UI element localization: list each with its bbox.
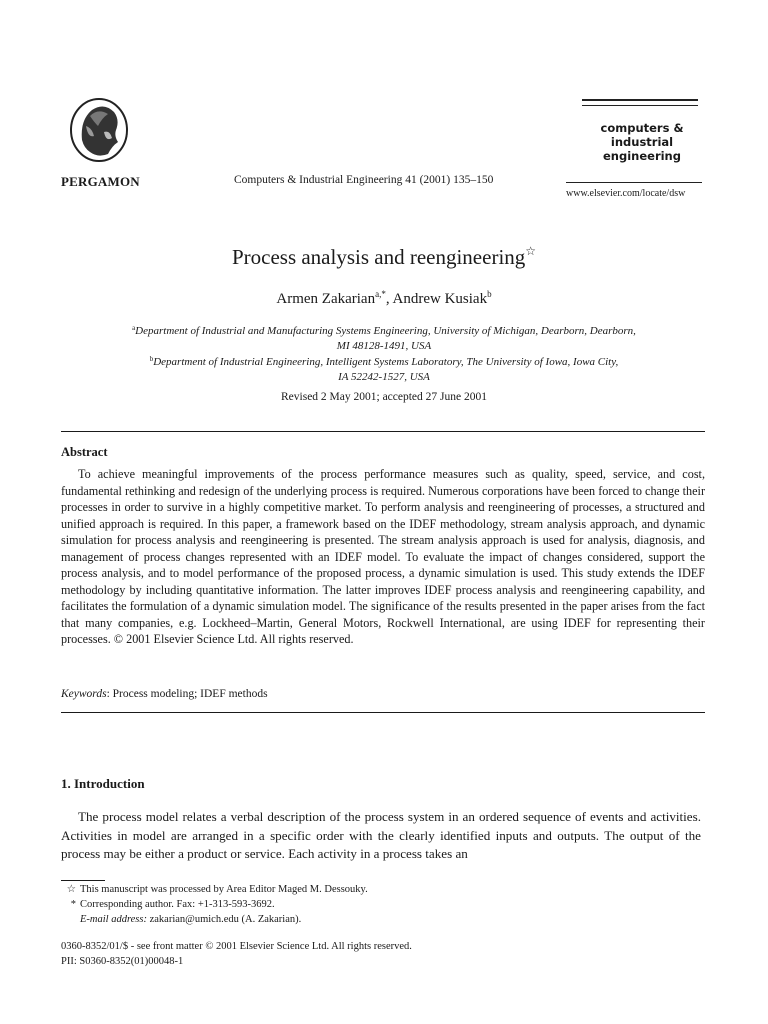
email-address[interactable]: zakarian@umich.edu (A. Zakarian). xyxy=(146,914,302,925)
footnote-text: This manuscript was processed by Area Editor Maged M. Dessouky. xyxy=(80,884,368,895)
journal-url[interactable]: www.elsevier.com/locate/dsw xyxy=(566,188,686,199)
brand-line: engineering xyxy=(603,149,681,163)
keywords-label: Keywords xyxy=(61,688,107,700)
title-footnote-mark[interactable]: ☆ xyxy=(525,244,537,258)
footnote-text: Corresponding author. Fax: +1-313-593-3692. xyxy=(80,899,275,910)
keywords xyxy=(61,688,268,700)
keywords-text: : Process modeling; IDEF methods xyxy=(106,688,268,700)
affiliation-mark: a xyxy=(132,324,136,332)
affiliation-text: Department of Industrial and Manufacturing Systems Engineering, University of Michigan, Dearborn, Dearborn, xyxy=(135,325,636,337)
journal-brand xyxy=(582,121,702,163)
revision-dates: Revised 2 May 2001; accepted 27 June 2001 xyxy=(281,391,487,403)
journal-citation: Computers & Industrial Engineering 41 (2001) 135–150 xyxy=(234,174,494,186)
brand-line: industrial xyxy=(610,135,674,149)
title-text: Process analysis and reengineering xyxy=(231,245,526,269)
author-separator: , xyxy=(385,291,393,307)
brand-rule xyxy=(582,99,698,101)
email-footnote xyxy=(61,913,301,927)
pii-line: PII: S0360-8352(01)00048-1 xyxy=(61,955,184,967)
abstract-heading: Abstract xyxy=(61,445,108,459)
publisher-name: PERGAMON xyxy=(61,174,140,189)
issn-block xyxy=(61,940,412,969)
email-label: E-mail address: xyxy=(80,914,147,925)
section-divider xyxy=(61,431,705,432)
abstract-text: To achieve meaningful improvements of the process performance measures such as quality, speed, service, and cost, fundamental rethinking and redesign of the underlying process is required. Numerous corporations have been forced to change their processes in order to survive in a highly competitive market. To perform analysis and reengineering of processes, a structured and unified approach is required. In this paper, a framework based on the IDEF methodology, stream analysis approach, and dynamic simulation for process analysis and reengineering is presented. The stream analysis approach is used for analysis, diagnosis, and management of process changes represented with an IDEF model. To evaluate the impact of changes considered, support the process analysis, and to model performance of the proposed process, a dynamic simulation is used. This study extends the IDEF methodology by including quantitative information. The latter improves IDEF process analysis and reengineering capability, and facilitates the formulation of a dynamic simulation model. The significance of the results presented in the paper arises from the fact that many companies, e.g. Lockheed–Martin, General Motors, Rockwell International, are using IDEF for representing their processes. © 2001 Elsevier Science Ltd. All rights reserved. xyxy=(61,467,705,646)
affiliation-text: IA 52242-1527, USA xyxy=(338,371,430,383)
copyright-line: 0360-8352/01/$ - see front matter © 2001 Elsevier Science Ltd. All rights reserved. xyxy=(61,941,412,952)
brand-rule xyxy=(582,105,698,106)
affiliation-text: Department of Industrial Engineering, Intelligent Systems Laboratory, The University of Iowa, Iowa City, xyxy=(153,356,619,368)
pergamon-logo-icon xyxy=(68,96,130,166)
footnote-mark: ☆ xyxy=(66,884,76,895)
author-affiliation-mark[interactable]: b xyxy=(487,289,492,299)
author-list xyxy=(0,289,768,308)
footnote-mark: * xyxy=(70,899,76,910)
article-title xyxy=(0,244,768,270)
section-divider xyxy=(61,712,705,713)
footnote xyxy=(61,883,368,897)
intro-paragraph: The process model relates a verbal description of the process system in an ordered sequence of events and activities. Activities in model are arranged in a specific order with the clearly identified inputs and outputs. The output of the process may be either a product or service. Each activity in a process takes an xyxy=(61,809,701,862)
author-name: Andrew Kusiak xyxy=(392,291,488,307)
affiliation-text: MI 48128-1491, USA xyxy=(336,340,432,352)
author-name: Armen Zakarian xyxy=(276,291,376,307)
affiliation-a xyxy=(60,321,708,354)
author-affiliation-mark[interactable]: a,* xyxy=(375,289,386,299)
url-rule xyxy=(566,182,702,183)
affiliation-b xyxy=(60,352,708,385)
brand-line: computers & xyxy=(600,121,684,135)
section-heading: 1. Introduction xyxy=(61,776,145,791)
footnote-rule xyxy=(61,880,105,881)
footnote xyxy=(61,898,275,912)
affiliation-mark: b xyxy=(149,355,154,363)
